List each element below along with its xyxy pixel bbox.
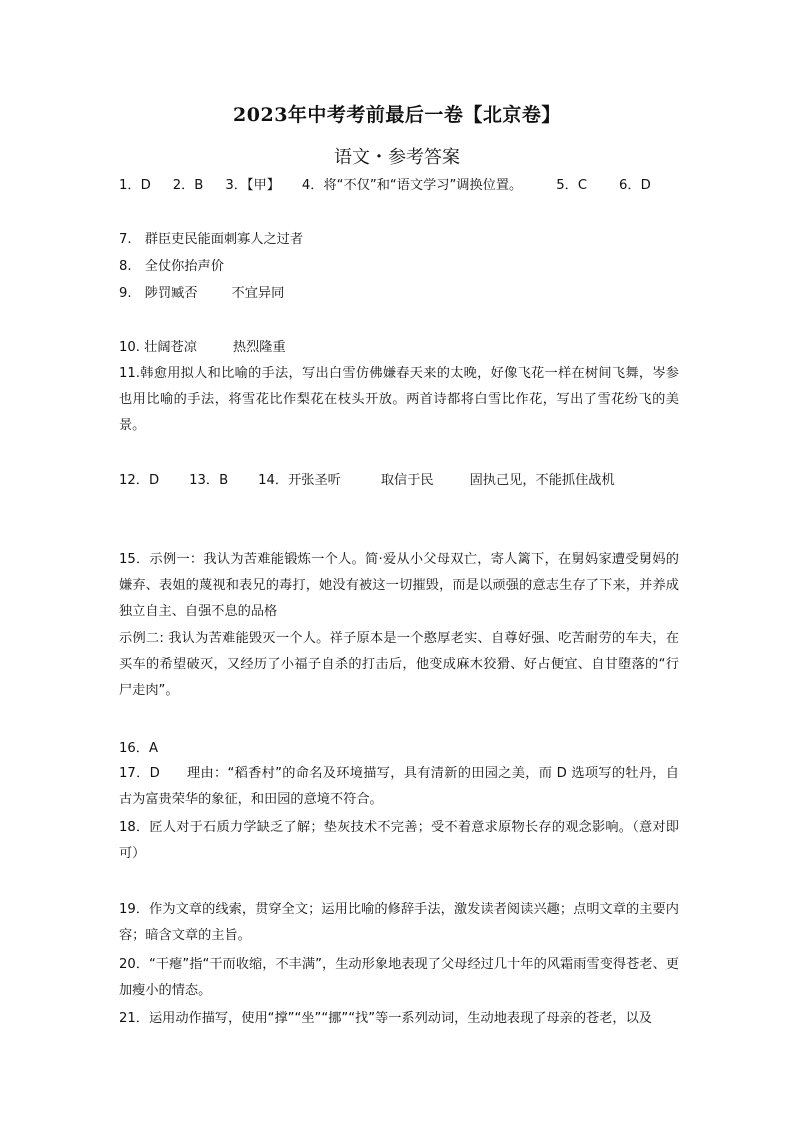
answer-3: 3．【甲】 (225, 178, 280, 193)
answer-20: 20．“干瘪”指“干而收缩，不丰满”，生动形象地表现了父母经过几十年的风霜雨雪变得苍老、更加瘦小的情态。 (119, 957, 679, 998)
answer-8: 8. 全仗你抬声价 (119, 259, 224, 274)
page-subtitle: 语文・参考答案 (334, 147, 460, 168)
answer-13: 13．B (189, 473, 229, 488)
answer-9 (119, 284, 284, 304)
answer-5: 5．C (556, 178, 588, 193)
answer-16: 16．A (119, 741, 158, 756)
answer-9-part-a: 9. 陟罚臧否 (119, 286, 198, 301)
answer-6: 6．D (619, 178, 651, 193)
answer-7: 7. 群臣吏民能面刺寡人之过者 (119, 232, 304, 247)
answer-18: 18．匠人对于石质力学缺乏了解；垫灰技术不完善；受不着意求原物长存的观念影响。（意对即可） (119, 820, 679, 861)
answer-14-part-a: 14．开张圣听 (258, 473, 341, 488)
answer-14-part-b: 取信于民 (380, 473, 434, 488)
answer-15-example-1: 15．示例一：我认为苦难能锻炼一个人。简·爱从小父母双亡，寄人篱下，在舅妈家遭受舅妈的嫌弃、表姐的蔑视和表兄的毒打，她没有被这一切摧毁，而是以顽强的意志生存了下来，并养成独立自主、自强不息的品格 (119, 552, 679, 619)
answer-1: 1．D (119, 178, 151, 193)
answer-9-part-b: 不宜异同 (231, 286, 285, 301)
answers-1-6 (119, 176, 651, 196)
answer-10-part-b: 热烈隆重 (232, 340, 286, 355)
answer-14-part-c: 固执己见，不能抓住战机 (469, 473, 615, 488)
answers-12-14 (119, 471, 615, 491)
answer-19: 19．作为文章的线索，贯穿全文；运用比喻的修辞手法，激发读者阅读兴趣；点明文章的主要内容；暗含文章的主旨。 (119, 902, 679, 943)
answer-2: 2．B (172, 178, 204, 193)
answer-12: 12．D (119, 473, 160, 488)
page-title: 2023年中考考前最后一卷【北京卷】 (233, 104, 561, 126)
answer-10 (119, 338, 286, 358)
answer-4: 4．将“不仅”和“语文学习”调换位置。 (301, 178, 523, 193)
answer-17: 17．D 理由：“稻香村”的命名及环境描写，具有清新的田园之美，而 D 选项写的牡丹，自古为富贵荣华的象征，和田园的意境不符合。 (119, 766, 679, 807)
answer-10-part-a: 10. 壮阔苍凉 (119, 340, 197, 355)
answer-21: 21．运用动作描写，使用“撑”“坐”“挪”“找”等一系列动词，生动地表现了母亲的苍老，以及 (119, 1011, 652, 1026)
answer-11: 11.韩愈用拟人和比喻的手法，写出白雪仿佛嫌春天来的太晚，好像飞花一样在树间飞舞，岑参也用比喻的手法，将雪花比作梨花在枝头开放。两首诗都将白雪比作花，写出了雪花纷飞的美景。 (119, 366, 679, 433)
answer-15-example-2: 示例二: 我认为苦难能毁灭一个人。祥子原本是一个憨厚老实、自尊好强、吃苦耐劳的车夫，在买车的希望破灭，又经历了小福子自杀的打击后，他变成麻木狡猾、好占便宜、自甘堕落的“行尸走肉”。 (119, 631, 679, 698)
